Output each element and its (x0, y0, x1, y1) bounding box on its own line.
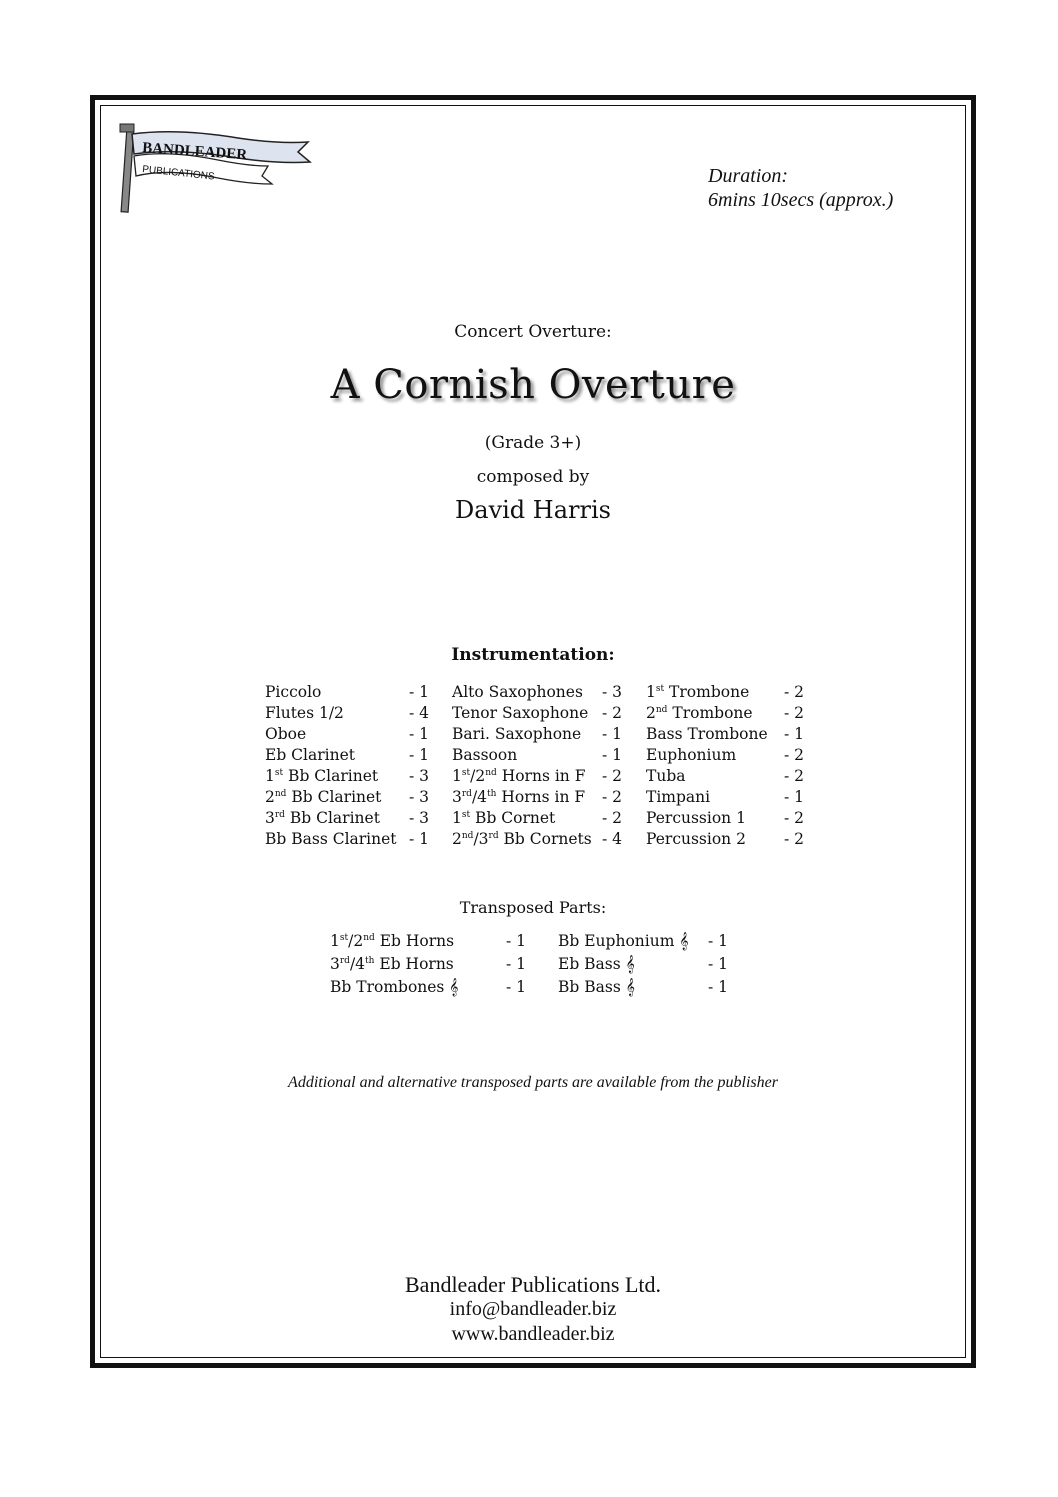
subtitle: Concert Overture: (454, 322, 612, 342)
composed-by: composed by (476, 467, 590, 487)
instrument-name: 1st/2nd Eb Horns (330, 932, 455, 950)
grade: (Grade 3+) (484, 433, 582, 453)
instrument-name: Alto Saxophones (452, 683, 583, 701)
instrument-name: Oboe (265, 725, 307, 743)
instrument-name: Euphonium (646, 746, 737, 764)
instrument-name: 1st Bb Cornet (452, 809, 556, 827)
instrument-name: Bb Euphonium 𝄞 (558, 932, 689, 950)
instrument-name: 1st/2nd Horns in F (452, 767, 586, 785)
instrument-count: - 1 (708, 955, 729, 973)
instrument-count: - 1 (409, 683, 430, 701)
instrument-count: - 1 (784, 725, 805, 743)
instrument-count: - 4 (409, 704, 430, 722)
instrument-count: - 1 (506, 978, 527, 996)
instrument-count: - 3 (409, 809, 430, 827)
logo-line2: PUBLICATIONS (141, 164, 216, 183)
instrument-count: - 1 (602, 746, 623, 764)
instrument-count: - 1 (506, 932, 527, 950)
availability-note: Additional and alternative transposed parts are available from the publisher (288, 1074, 778, 1091)
publisher-name: Bandleader Publications Ltd. (405, 1272, 661, 1297)
instrument-name: Bass Trombone (646, 725, 768, 743)
instrument-name: Eb Clarinet (265, 746, 355, 764)
instrument-count: - 4 (602, 830, 623, 848)
instrument-name: 3rd/4th Eb Horns (330, 955, 454, 973)
instrument-name: Piccolo (265, 683, 322, 701)
instrument-name: Bb Bass Clarinet (265, 830, 397, 848)
publisher-website[interactable]: www.bandleader.biz (451, 1323, 615, 1345)
instrument-count: - 3 (409, 788, 430, 806)
composer-name: David Harris (455, 496, 611, 524)
instrument-count: - 2 (602, 704, 623, 722)
transposed-heading: Transposed Parts: (459, 898, 607, 917)
instrumentation-heading: Instrumentation: (451, 645, 615, 665)
instrument-name: 2nd Trombone (646, 704, 753, 722)
instrument-name: 1st Trombone (646, 683, 750, 701)
instrument-count: - 1 (784, 788, 805, 806)
instrument-count: - 1 (409, 830, 430, 848)
instrument-name: Bb Trombones 𝄞 (330, 978, 459, 996)
instrument-name: Percussion 1 (646, 809, 746, 827)
instrument-count: - 3 (409, 767, 430, 785)
instrument-count: - 3 (602, 683, 623, 701)
instrument-name: Bari. Saxophone (452, 725, 582, 743)
instrument-name: Tuba (646, 767, 686, 785)
instrument-count: - 1 (708, 932, 729, 950)
instrument-count: - 2 (784, 767, 805, 785)
instrument-name: Bb Bass 𝄞 (558, 978, 635, 996)
instrument-name: Tenor Saxophone (452, 704, 589, 722)
instrument-name: Flutes 1/2 (265, 704, 344, 722)
bandleader-logo (118, 120, 318, 215)
page-title: A Cornish Overture (330, 362, 736, 408)
instrument-count: - 2 (784, 746, 805, 764)
instrument-count: - 2 (602, 767, 623, 785)
instrument-count: - 1 (602, 725, 623, 743)
duration-value: 6mins 10secs (approx.) (708, 189, 894, 211)
instrument-name: Timpani (646, 788, 711, 806)
instrument-name: 2nd/3rd Bb Cornets (452, 830, 592, 848)
duration-label: Duration: (708, 165, 788, 187)
instrument-count: - 1 (409, 725, 430, 743)
instrument-count: - 2 (602, 788, 623, 806)
instrument-name: 3rd Bb Clarinet (265, 809, 380, 827)
instrument-name: 1st Bb Clarinet (265, 767, 379, 785)
instrument-count: - 2 (784, 704, 805, 722)
instrument-name: Percussion 2 (646, 830, 746, 848)
instrument-name: 3rd/4th Horns in F (452, 788, 586, 806)
instrument-count: - 1 (708, 978, 729, 996)
duration-block (708, 164, 893, 212)
instrument-count: - 1 (506, 955, 527, 973)
instrument-name: 2nd Bb Clarinet (265, 788, 382, 806)
instrument-name: Bassoon (452, 746, 518, 764)
logo-line1: BANDLEADER (141, 140, 248, 164)
publisher-email[interactable]: info@bandleader.biz (449, 1298, 617, 1320)
instrument-count: - 2 (784, 830, 805, 848)
instrument-count: - 1 (409, 746, 430, 764)
instrument-name: Eb Bass 𝄞 (558, 955, 635, 973)
instrument-count: - 2 (784, 809, 805, 827)
instrument-count: - 2 (784, 683, 805, 701)
instrument-count: - 2 (602, 809, 623, 827)
